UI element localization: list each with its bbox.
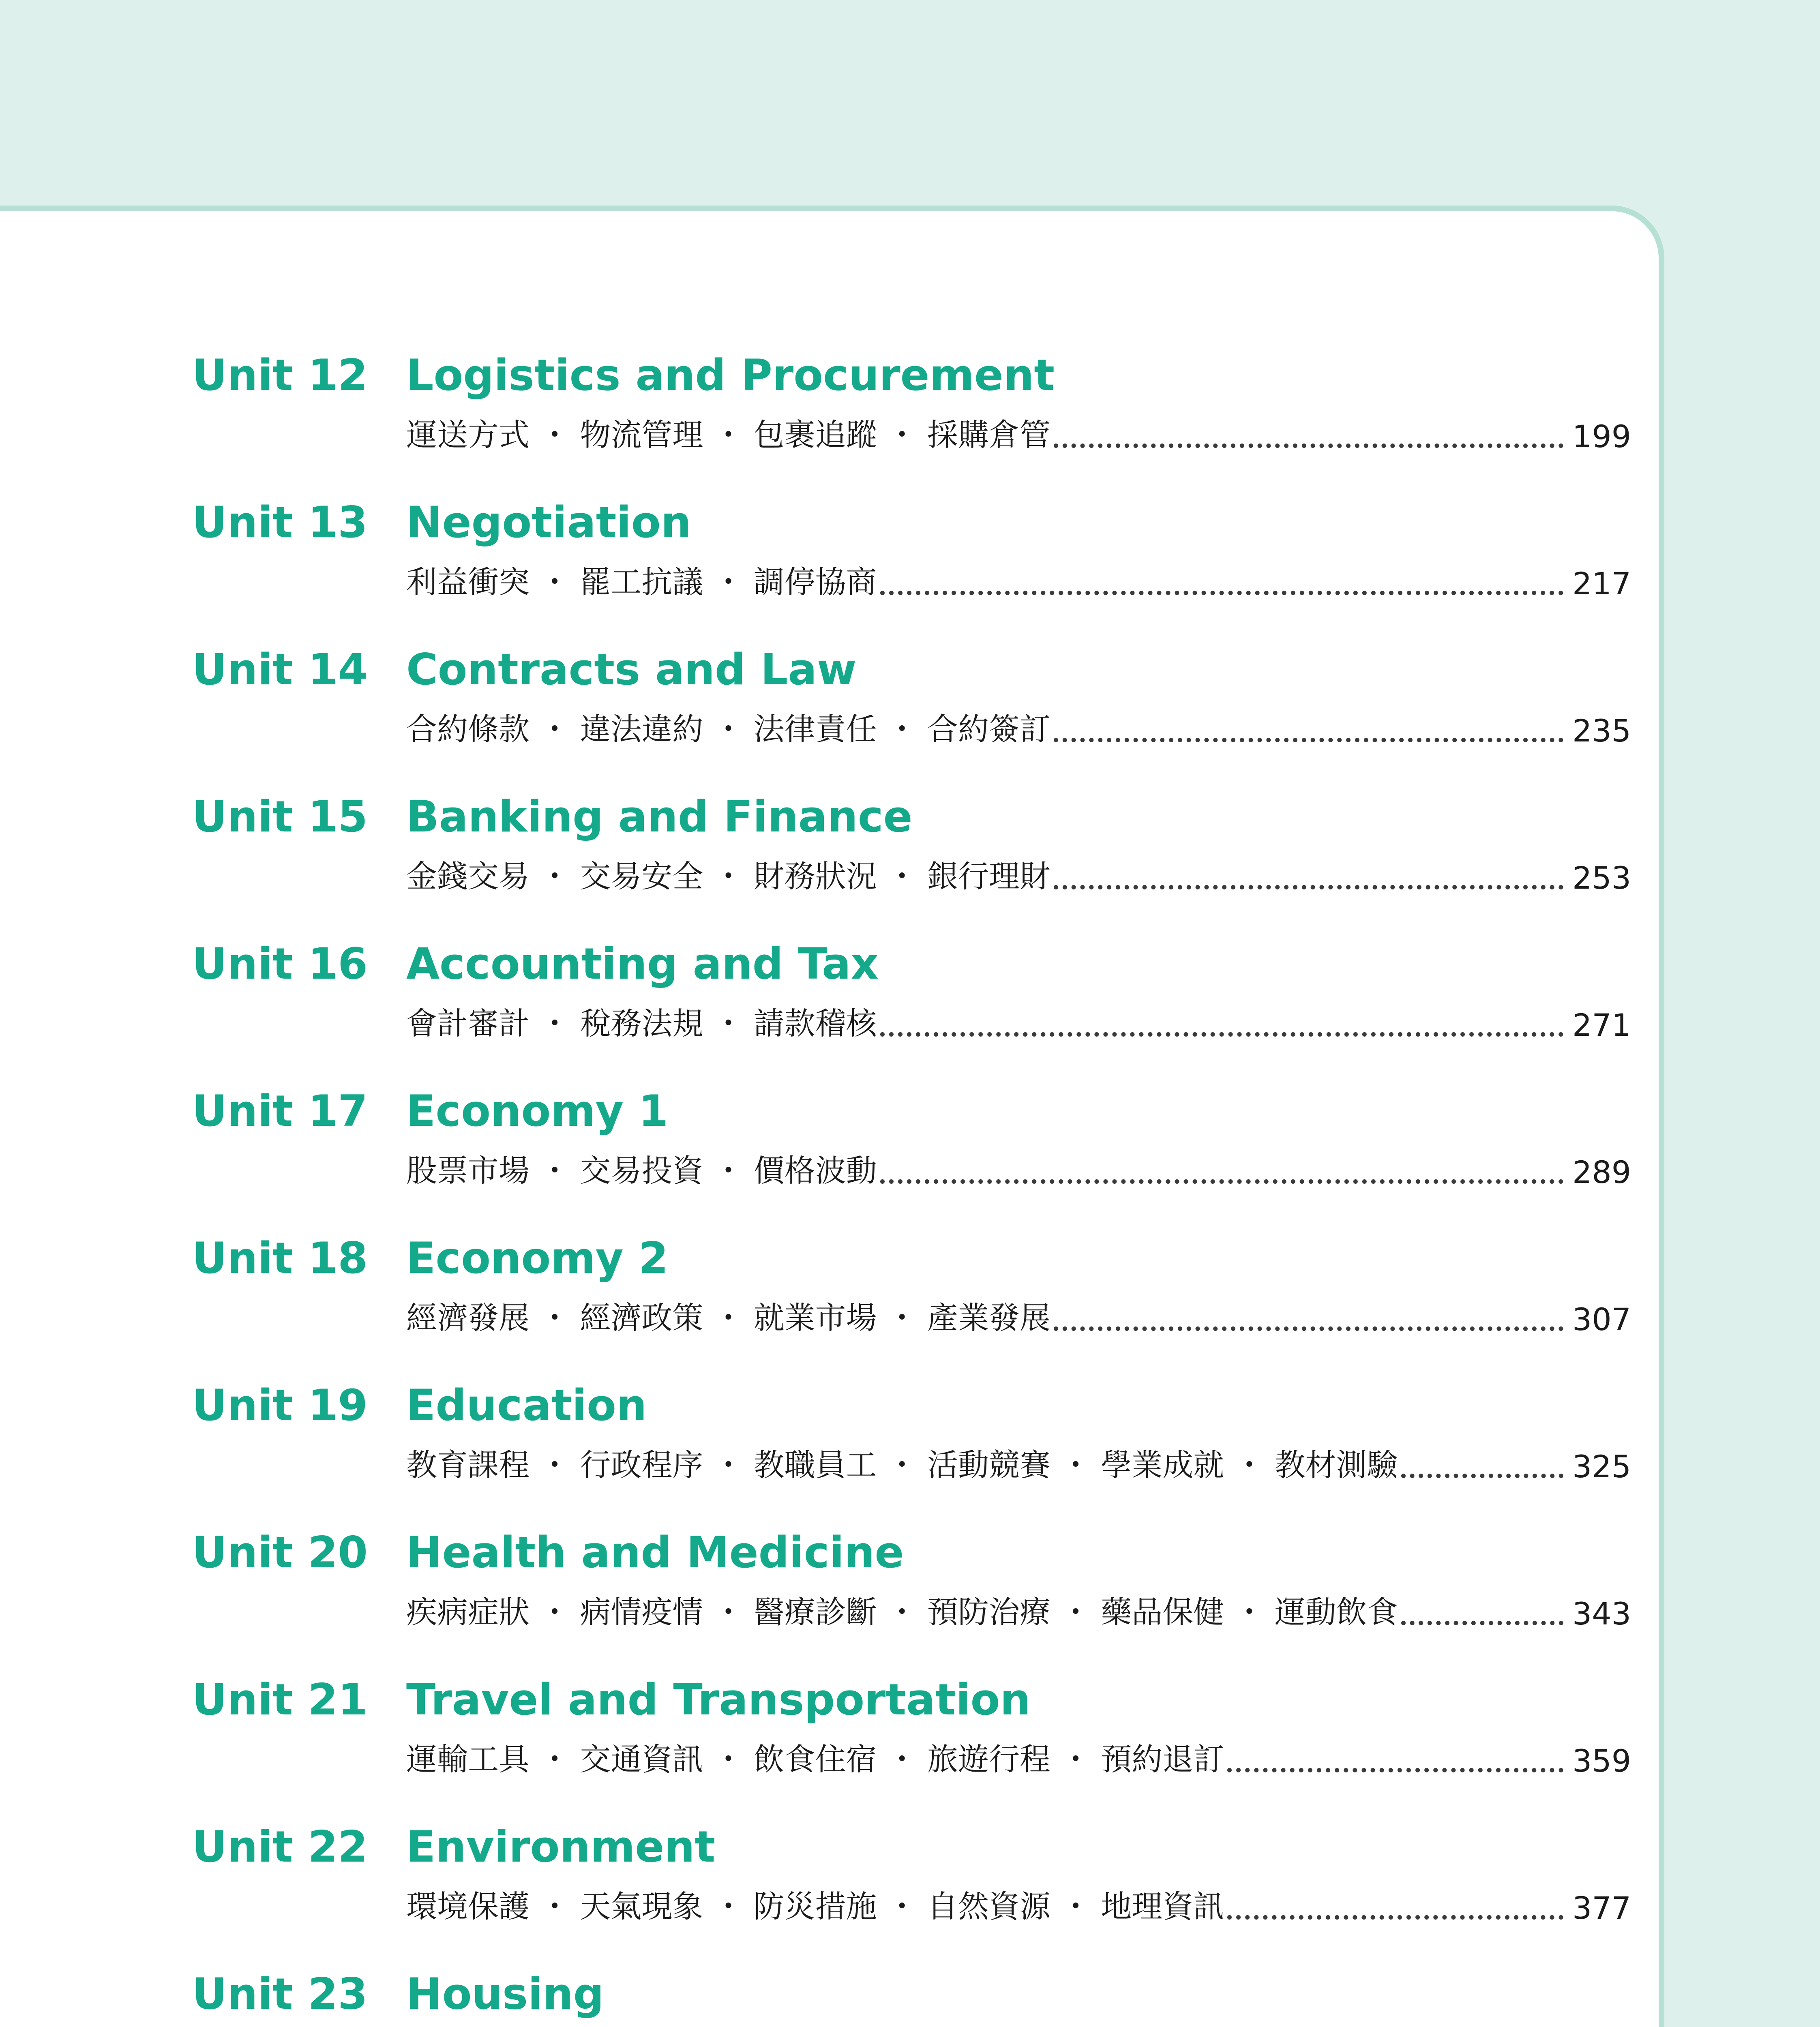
topics-line: [406, 1587, 1631, 1632]
unit-title: Economy 1: [406, 1086, 669, 1136]
toc-entry-unit-20[interactable]: [192, 1522, 1631, 1644]
toc-entry-unit-22[interactable]: [192, 1817, 1631, 1938]
page-number: 253: [1572, 860, 1631, 896]
toc-panel: [0, 206, 1664, 2027]
page-number: 359: [1572, 1743, 1631, 1779]
toc-entry-unit-23[interactable]: [192, 1964, 1625, 2027]
unit-heading: [192, 492, 691, 553]
toc-entry-unit-19[interactable]: [192, 1375, 1631, 1497]
unit-title: Negotiation: [406, 497, 692, 547]
unit-heading: [192, 786, 913, 847]
unit-topics: 疾病症狀 ・ 病情疫情 ・ 醫療診斷 ・ 預防治療 ・ 藥品保健 ・ 運動飲食: [406, 1594, 1398, 1630]
toc-entry-unit-16[interactable]: [192, 934, 1631, 1055]
topics-line: [406, 410, 1631, 454]
unit-heading: [192, 345, 1055, 406]
unit-title: Travel and Transportation: [406, 1675, 1031, 1725]
toc-entry-unit-14[interactable]: [192, 639, 1631, 761]
unit-number: Unit 17: [192, 1086, 368, 1136]
dot-leader: [880, 590, 1563, 595]
topics-line: [406, 704, 1631, 749]
dot-leader: [1401, 1620, 1563, 1625]
dot-leader: [880, 1032, 1563, 1037]
dot-leader: [1054, 885, 1563, 889]
dot-leader: [1054, 443, 1563, 448]
unit-heading: [192, 639, 857, 700]
unit-number: Unit 19: [192, 1380, 368, 1430]
toc-entry-unit-21[interactable]: [192, 1669, 1631, 1791]
page-number: 289: [1572, 1154, 1631, 1190]
toc-entry-unit-13[interactable]: [192, 492, 1631, 614]
page-number: 199: [1572, 418, 1631, 454]
unit-topics: 會計審計 ・ 稅務法規 ・ 請款稽核: [406, 1005, 877, 1041]
topics-line: [406, 557, 1631, 602]
unit-topics: 經濟發展 ・ 經濟政策 ・ 就業市場 ・ 產業發展: [406, 1300, 1050, 1336]
unit-number: Unit 15: [192, 792, 368, 842]
unit-title: Accounting and Tax: [406, 939, 879, 989]
unit-number: Unit 12: [192, 350, 368, 400]
unit-number: Unit 23: [192, 1969, 368, 2019]
unit-title: Education: [406, 1380, 647, 1430]
unit-heading: [192, 1081, 669, 1142]
unit-heading: [192, 1375, 647, 1436]
page-number: 343: [1572, 1596, 1631, 1632]
unit-title: Contracts and Law: [406, 645, 857, 694]
unit-title: Health and Medicine: [406, 1528, 904, 1577]
unit-heading: [192, 1817, 715, 1877]
unit-heading: [192, 934, 879, 994]
unit-title: Housing: [406, 1969, 604, 2019]
unit-topics: 教育課程 ・ 行政程序 ・ 教職員工 ・ 活動競賽 ・ 學業成就 ・ 教材測驗: [406, 1447, 1398, 1483]
unit-number: Unit 22: [192, 1822, 368, 1872]
dot-leader: [1227, 1915, 1563, 1920]
unit-topics: 股票市場 ・ 交易投資 ・ 價格波動: [406, 1153, 877, 1189]
unit-number: Unit 20: [192, 1528, 368, 1577]
toc-entry-unit-15[interactable]: [192, 786, 1631, 908]
unit-title: Banking and Finance: [406, 792, 913, 842]
dot-leader: [1054, 1326, 1563, 1331]
unit-number: Unit 13: [192, 497, 368, 547]
unit-heading: [192, 1669, 1031, 1730]
unit-number: Unit 18: [192, 1233, 368, 1283]
topics-line: [406, 1146, 1631, 1190]
unit-heading: [192, 1228, 669, 1289]
topics-line: [406, 1734, 1631, 1779]
unit-topics: 運送方式 ・ 物流管理 ・ 包裹追蹤 ・ 採購倉管: [406, 417, 1050, 453]
unit-title: Logistics and Procurement: [406, 350, 1055, 400]
unit-title: Economy 2: [406, 1233, 669, 1283]
page-number: 217: [1572, 566, 1631, 602]
page-number: 235: [1572, 713, 1631, 749]
unit-number: Unit 21: [192, 1675, 368, 1725]
unit-topics: 環境保護 ・ 天氣現象 ・ 防災措施 ・ 自然資源 ・ 地理資訊: [406, 1888, 1224, 1924]
unit-number: Unit 16: [192, 939, 368, 989]
topics-line: [406, 1881, 1631, 1926]
dot-leader: [880, 1179, 1563, 1184]
topics-line: [406, 999, 1631, 1043]
dot-leader: [1227, 1768, 1563, 1772]
page-number: 307: [1572, 1301, 1631, 1337]
topics-line: [406, 1440, 1631, 1485]
unit-topics: 合約條款 ・ 違法違約 ・ 法律責任 ・ 合約簽訂: [406, 711, 1050, 747]
toc-entry-unit-18[interactable]: [192, 1228, 1631, 1350]
page-number: 325: [1572, 1448, 1631, 1485]
unit-number: Unit 14: [192, 645, 368, 694]
unit-topics: 金錢交易 ・ 交易安全 ・ 財務狀況 ・ 銀行理財: [406, 858, 1050, 894]
dot-leader: [1054, 737, 1563, 742]
unit-title: Environment: [406, 1822, 716, 1872]
unit-topics: 運輸工具 ・ 交通資訊 ・ 飲食住宿 ・ 旅遊行程 ・ 預約退訂: [406, 1741, 1224, 1777]
topics-line: [406, 851, 1631, 896]
page-number: 271: [1572, 1007, 1631, 1043]
toc-entry-unit-12[interactable]: [192, 345, 1631, 467]
dot-leader: [1401, 1473, 1563, 1478]
unit-heading: [192, 1522, 904, 1583]
toc-entry-unit-17[interactable]: [192, 1081, 1631, 1202]
topics-line: [406, 1293, 1631, 1337]
unit-heading: [192, 1964, 604, 2025]
page-number: 377: [1572, 1890, 1631, 1926]
unit-topics: 利益衝突 ・ 罷工抗議 ・ 調停協商: [406, 564, 877, 600]
